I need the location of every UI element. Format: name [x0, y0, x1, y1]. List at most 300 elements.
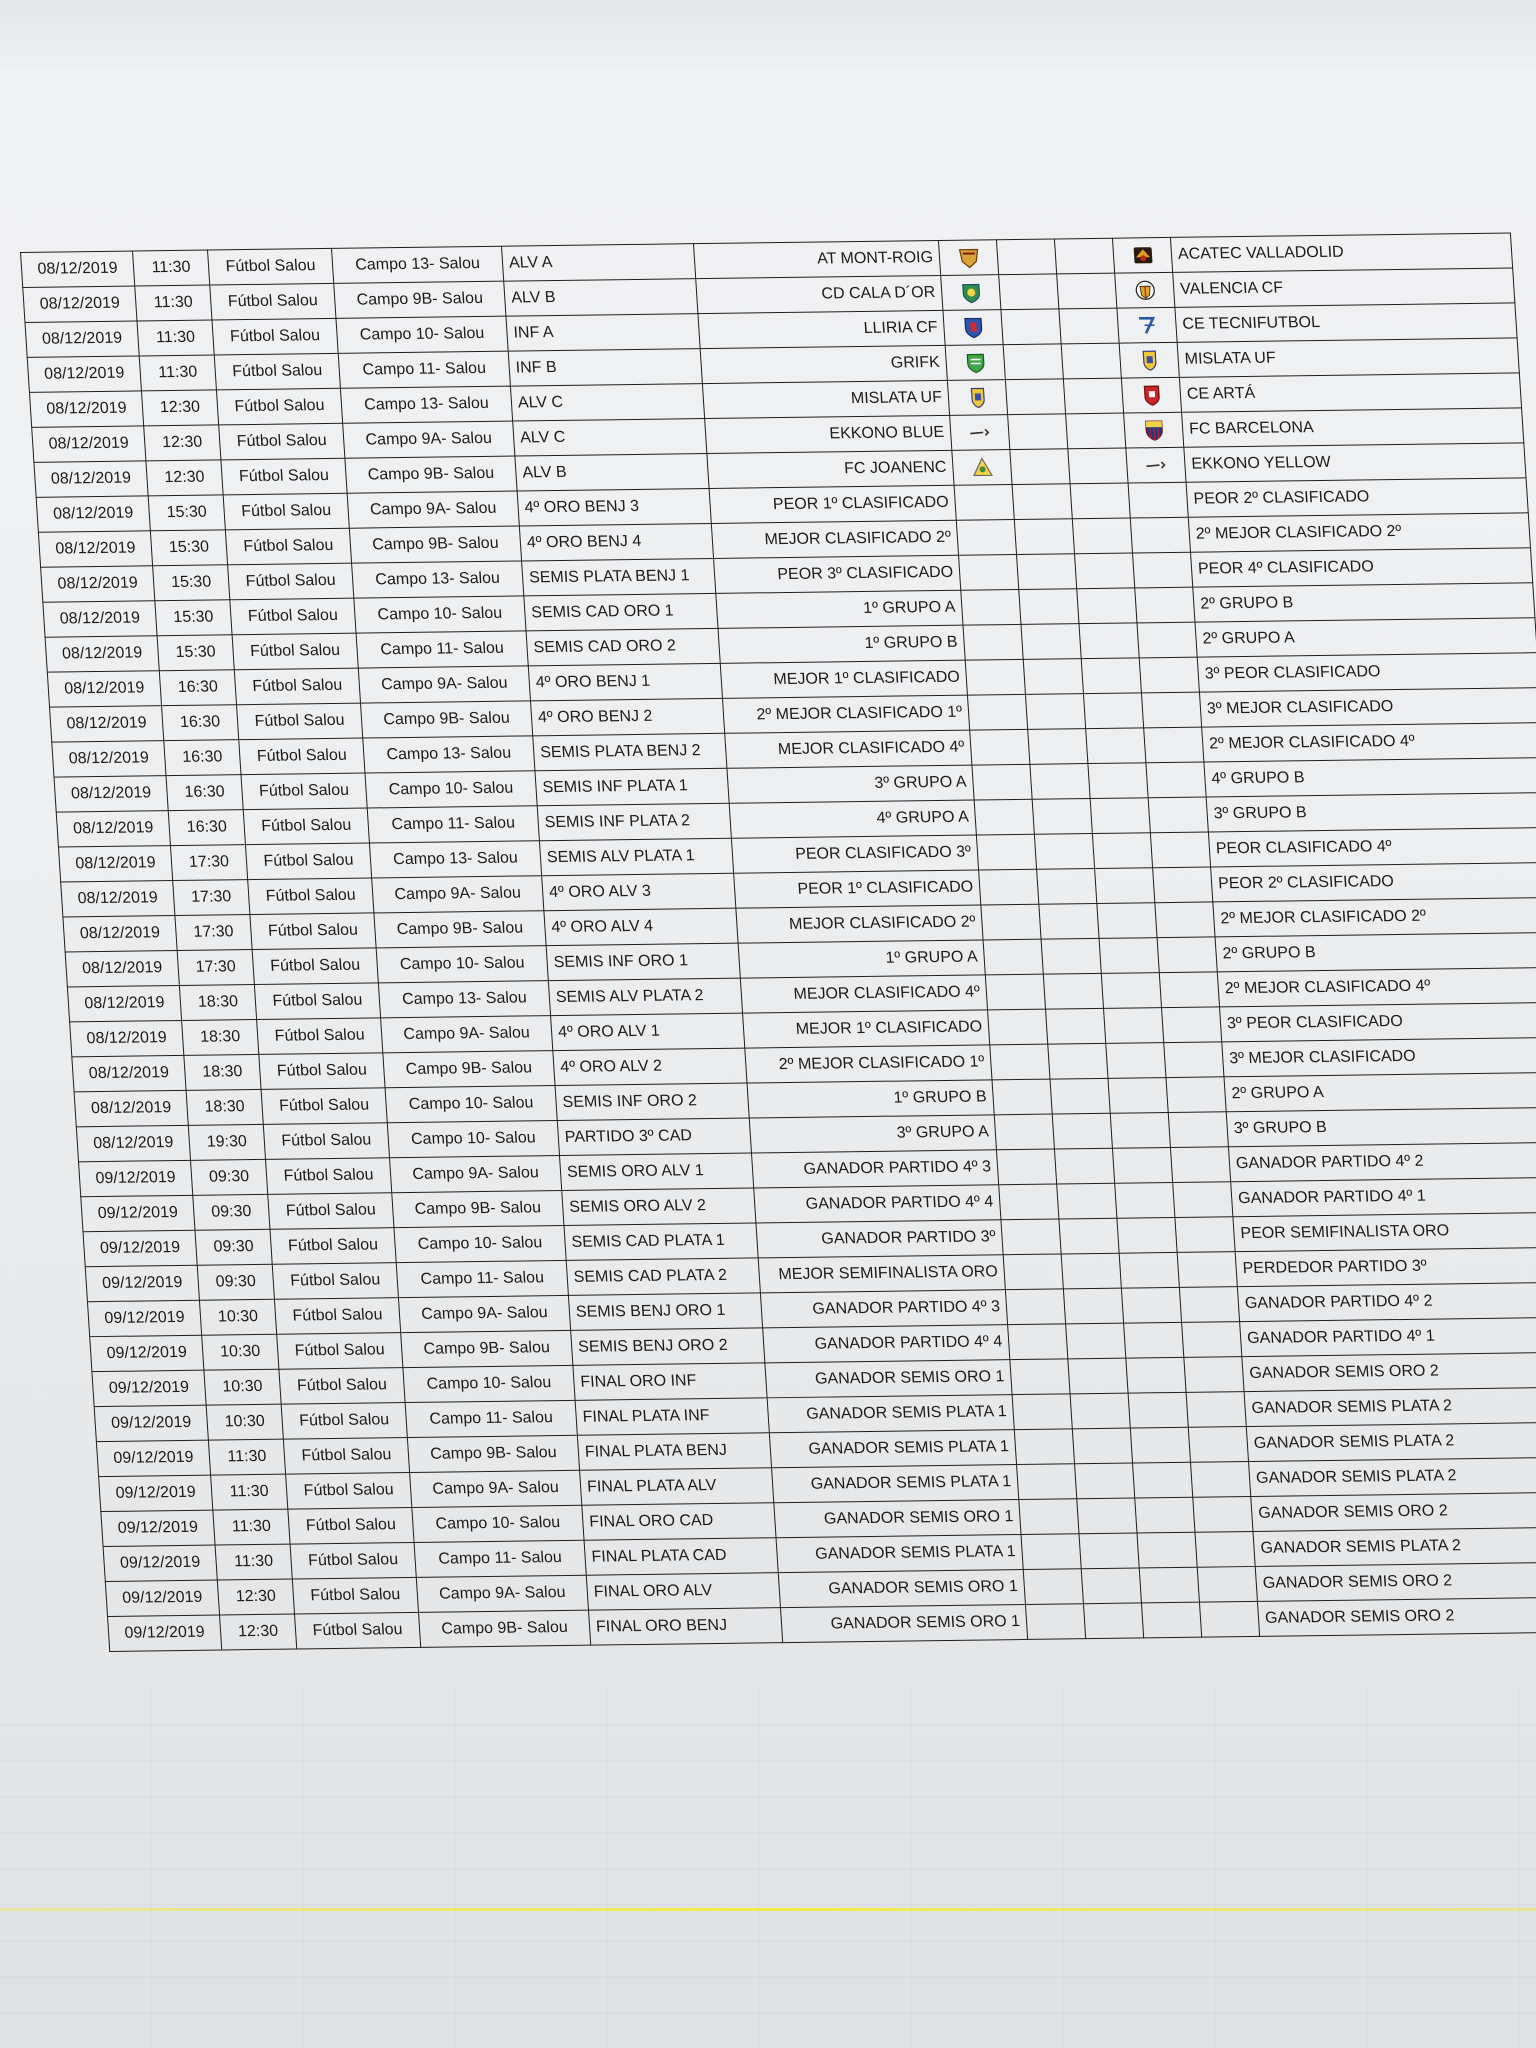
away-team: ACATEC VALLADOLID	[1170, 233, 1512, 272]
score-away-cell	[1079, 623, 1139, 659]
match-venue: Fútbol Salou	[210, 283, 336, 320]
match-field: Campo 9B- Salou	[407, 1435, 579, 1472]
home-logo-cell	[965, 659, 1025, 695]
away-team: FC BARCELONA	[1182, 408, 1524, 447]
match-field: Campo 9A- Salou	[416, 1575, 588, 1612]
away-team: GANADOR SEMIS ORO 2	[1251, 1492, 1536, 1531]
match-category: SEMIS INF ORO 2	[555, 1083, 749, 1120]
match-venue: Fútbol Salou	[214, 353, 340, 390]
score-away-cell	[1135, 1497, 1195, 1533]
match-category: 4º ORO BENJ 3	[517, 489, 711, 526]
match-time: 16:30	[159, 670, 236, 706]
match-venue: Fútbol Salou	[250, 913, 376, 950]
away-logo-cell	[1199, 1601, 1259, 1637]
match-venue: Fútbol Salou	[281, 1403, 407, 1440]
match-category: 4º ORO ALV 1	[551, 1013, 745, 1050]
home-team: MISLATA UF	[702, 380, 949, 418]
score-home-cell	[1001, 309, 1061, 345]
away-team: 3º GRUPO B	[1206, 793, 1536, 832]
paper-top-edge	[0, 0, 1536, 70]
home-team: 3º GRUPO A	[749, 1115, 996, 1153]
home-team: MEJOR CLASIFICADO 4º	[725, 730, 972, 768]
score-home-cell	[1014, 519, 1074, 555]
match-time: 18:30	[186, 1089, 263, 1125]
match-field: Campo 13- Salou	[332, 246, 504, 283]
match-date: 08/12/2019	[41, 566, 155, 602]
match-date: 08/12/2019	[65, 951, 179, 987]
match-venue: Fútbol Salou	[277, 1333, 403, 1370]
home-team: GANADOR PARTIDO 4º 3	[751, 1150, 998, 1188]
away-logo-cell	[1130, 517, 1190, 553]
score-home-cell	[1032, 799, 1092, 835]
home-team: PEOR 3º CLASIFICADO	[714, 555, 961, 593]
score-home-cell	[1057, 1183, 1117, 1219]
away-logo-cell	[1159, 972, 1219, 1008]
match-field: Campo 10- Salou	[394, 1225, 566, 1262]
match-category: FINAL ORO CAD	[582, 1503, 776, 1540]
home-logo-cell	[988, 1009, 1048, 1045]
away-logo-cell	[1170, 1147, 1230, 1183]
away-team: MISLATA UF	[1177, 338, 1519, 377]
match-field: Campo 10- Salou	[403, 1365, 575, 1402]
home-team: GRIFK	[700, 345, 947, 383]
bleed-through-grid	[0, 1690, 1536, 2048]
score-home-cell	[1037, 868, 1097, 904]
match-field: Campo 9A- Salou	[358, 666, 530, 703]
match-field: Campo 9B- Salou	[345, 456, 517, 493]
away-team: GANADOR SEMIS ORO 2	[1242, 1352, 1536, 1391]
match-field: Campo 10- Salou	[365, 771, 537, 808]
away-logo-cell	[1184, 1357, 1244, 1393]
match-date: 08/12/2019	[47, 671, 161, 707]
home-team: GANADOR SEMIS ORO 1	[778, 1569, 1025, 1607]
match-date: 08/12/2019	[70, 1020, 184, 1056]
match-category: SEMIS INF PLATA 2	[537, 803, 731, 840]
away-team: GANADOR SEMIS PLATA 2	[1244, 1387, 1536, 1426]
away-team: 3º GRUPO B	[1226, 1107, 1536, 1146]
away-logo-cell	[1112, 237, 1172, 273]
match-field: Campo 9B- Salou	[361, 701, 533, 738]
home-team: MEJOR CLASIFICADO 4º	[740, 975, 987, 1013]
home-logo-cell	[996, 1149, 1056, 1185]
match-date: 08/12/2019	[29, 391, 143, 427]
match-category: SEMIS ALV PLATA 2	[548, 978, 742, 1015]
match-time: 15:30	[155, 600, 232, 636]
match-time: 11:30	[133, 250, 210, 286]
home-team: GANADOR SEMIS ORO 1	[765, 1360, 1012, 1398]
match-date: 09/12/2019	[79, 1160, 193, 1196]
score-away-cell	[1083, 693, 1143, 729]
match-venue: Fútbol Salou	[243, 808, 369, 845]
match-time: 15:30	[153, 565, 230, 601]
away-logo-cell	[1173, 1182, 1233, 1218]
away-logo-cell	[1186, 1392, 1246, 1428]
match-date: 09/12/2019	[90, 1335, 204, 1371]
home-logo-cell	[1021, 1534, 1081, 1570]
score-away-cell	[1117, 1217, 1177, 1253]
away-logo-cell	[1197, 1566, 1257, 1602]
match-venue: Fútbol Salou	[292, 1577, 418, 1614]
match-time: 17:30	[177, 950, 254, 986]
match-category: SEMIS CAD ORO 2	[526, 628, 720, 665]
match-field: Campo 9A- Salou	[390, 1156, 562, 1193]
away-team: PERDEDOR PARTIDO 3º	[1235, 1247, 1536, 1286]
score-away-cell	[1086, 728, 1146, 764]
score-home-cell	[1039, 903, 1099, 939]
away-team: CE ARTÁ	[1179, 373, 1521, 412]
match-category: SEMIS INF ORO 1	[546, 943, 740, 980]
match-date: 09/12/2019	[103, 1545, 217, 1581]
match-category: ALV C	[513, 419, 707, 456]
match-category: 4º ORO ALV 2	[553, 1048, 747, 1085]
home-team: 1º GRUPO A	[716, 590, 963, 628]
away-logo-cell	[1191, 1462, 1251, 1498]
away-logo-cell	[1168, 1112, 1228, 1148]
score-away-cell	[1099, 938, 1159, 974]
score-home-cell	[1054, 1148, 1114, 1184]
home-logo-cell	[972, 764, 1032, 800]
home-team: 4º GRUPO A	[729, 800, 976, 838]
match-category: 4º ORO ALV 4	[544, 908, 738, 945]
score-away-cell	[1057, 273, 1117, 309]
ce-tecnifutbol-logo-icon	[1134, 313, 1160, 337]
away-team: GANADOR PARTIDO 4º 2	[1228, 1142, 1536, 1181]
printed-schedule-sheet	[20, 232, 1536, 1651]
home-logo-cell	[985, 974, 1045, 1010]
home-logo-cell	[983, 939, 1043, 975]
away-team: 2º GRUPO A	[1224, 1072, 1536, 1111]
away-team: 3º MEJOR CLASIFICADO	[1222, 1037, 1536, 1076]
score-home-cell	[1052, 1113, 1112, 1149]
home-logo-cell	[974, 799, 1034, 835]
match-venue: Fútbol Salou	[274, 1298, 400, 1335]
match-field: Campo 10- Salou	[354, 596, 526, 633]
match-venue: Fútbol Salou	[212, 318, 338, 355]
score-home-cell	[1021, 624, 1081, 660]
score-home-cell	[1072, 1428, 1132, 1464]
match-field: Campo 10- Salou	[376, 946, 548, 983]
away-logo-cell	[1193, 1496, 1253, 1532]
home-team: GANADOR PARTIDO 4º 4	[763, 1325, 1010, 1363]
match-date: 08/12/2019	[36, 496, 150, 532]
home-logo-cell	[941, 275, 1001, 311]
match-time: 17:30	[175, 915, 252, 951]
away-team: 2º MEJOR CLASIFICADO 4º	[1202, 723, 1536, 762]
score-away-cell	[1139, 1567, 1199, 1603]
match-venue: Fútbol Salou	[248, 878, 374, 915]
match-date: 08/12/2019	[21, 251, 135, 287]
score-away-cell	[1108, 1078, 1168, 1114]
home-team: PEOR 1º CLASIFICADO	[734, 870, 981, 908]
away-logo-cell	[1177, 1252, 1237, 1288]
match-field: Campo 9B- Salou	[334, 281, 506, 318]
score-away-cell	[1066, 413, 1126, 449]
score-home-cell	[1008, 414, 1068, 450]
away-team: 2º MEJOR CLASIFICADO 4º	[1217, 967, 1536, 1006]
away-logo-cell	[1137, 622, 1197, 658]
away-logo-cell	[1182, 1322, 1242, 1358]
score-away-cell	[1095, 868, 1155, 904]
home-logo-cell	[1023, 1569, 1083, 1605]
match-time: 12:30	[220, 1614, 297, 1650]
score-home-cell	[1061, 1253, 1121, 1289]
home-team: GANADOR PARTIDO 4º 4	[754, 1185, 1001, 1223]
score-away-cell	[1126, 1357, 1186, 1393]
match-time: 15:30	[148, 495, 225, 531]
score-away-cell	[1072, 518, 1132, 554]
score-away-cell	[1063, 378, 1123, 414]
match-time: 18:30	[179, 984, 256, 1020]
highlighter-mark	[0, 1908, 1536, 1911]
home-team: FC JOANENC	[707, 450, 954, 488]
home-logo-cell	[1001, 1219, 1061, 1255]
away-logo-cell	[1124, 412, 1184, 448]
match-venue: Fútbol Salou	[221, 458, 347, 495]
score-home-cell	[1041, 938, 1101, 974]
match-field: Campo 10- Salou	[387, 1121, 559, 1158]
match-field: Campo 9B- Salou	[401, 1330, 573, 1367]
match-date: 08/12/2019	[43, 601, 157, 637]
match-category: SEMIS CAD ORO 1	[524, 593, 718, 630]
match-time: 16:30	[164, 740, 241, 776]
match-field: Campo 13- Salou	[369, 841, 541, 878]
match-date: 09/12/2019	[105, 1580, 219, 1616]
match-time: 11:30	[139, 355, 216, 391]
match-category: ALV B	[504, 279, 698, 316]
match-category: 4º ORO BENJ 1	[528, 663, 722, 700]
score-home-cell	[999, 274, 1059, 310]
match-category: SEMIS ORO ALV 2	[562, 1188, 756, 1225]
away-team: 3º PEOR CLASIFICADO	[1220, 1002, 1536, 1041]
score-away-cell	[1077, 588, 1137, 624]
away-team: GANADOR PARTIDO 4º 2	[1237, 1282, 1536, 1321]
home-team: GANADOR SEMIS PLATA 1	[772, 1465, 1019, 1503]
away-logo-cell	[1139, 657, 1199, 693]
match-field: Campo 9A- Salou	[372, 876, 544, 913]
match-time: 09:30	[195, 1229, 272, 1265]
away-team: PEOR 2º CLASIFICADO	[1186, 478, 1528, 517]
away-team: 2º MEJOR CLASIFICADO 2º	[1188, 513, 1530, 552]
match-venue: Fútbol Salou	[230, 598, 356, 635]
match-category: FINAL PLATA ALV	[580, 1468, 774, 1505]
match-date: 08/12/2019	[63, 916, 177, 952]
match-time: 19:30	[188, 1124, 265, 1160]
score-home-cell	[1046, 1008, 1106, 1044]
home-logo-cell	[952, 450, 1012, 486]
match-venue: Fútbol Salou	[257, 1018, 383, 1055]
match-venue: Fútbol Salou	[237, 703, 363, 740]
home-team: MEJOR SEMIFINALISTA ORO	[758, 1255, 1005, 1293]
match-venue: Fútbol Salou	[263, 1123, 389, 1160]
match-time: 11:30	[135, 285, 212, 321]
score-home-cell	[1043, 973, 1103, 1009]
home-logo-cell	[992, 1079, 1052, 1115]
away-team: 2º GRUPO B	[1193, 583, 1535, 622]
lliria-cf-crest-icon	[960, 315, 986, 339]
home-logo-cell	[1019, 1499, 1079, 1535]
away-team: EKKONO YELLOW	[1184, 443, 1526, 482]
match-field: Campo 11- Salou	[367, 806, 539, 843]
match-field: Campo 11- Salou	[338, 351, 510, 388]
away-team: 2º MEJOR CLASIFICADO 2º	[1213, 897, 1536, 936]
home-logo-cell	[963, 624, 1023, 660]
home-logo-cell	[994, 1114, 1054, 1150]
score-away-cell	[1106, 1043, 1166, 1079]
away-team: GANADOR SEMIS PLATA 2	[1253, 1527, 1536, 1566]
match-date: 08/12/2019	[45, 636, 159, 672]
away-team: GANADOR PARTIDO 4º 1	[1240, 1317, 1536, 1356]
match-category: SEMIS CAD PLATA 2	[566, 1258, 760, 1295]
match-venue: Fútbol Salou	[241, 773, 367, 810]
schedule-body	[21, 233, 1536, 1651]
match-field: Campo 10- Salou	[385, 1086, 557, 1123]
match-category: PARTIDO 3º CAD	[557, 1118, 751, 1155]
score-home-cell	[1028, 729, 1088, 765]
match-venue: Fútbol Salou	[286, 1473, 412, 1510]
match-category: FINAL ORO BENJ	[588, 1608, 782, 1645]
match-venue: Fútbol Salou	[232, 633, 358, 670]
score-home-cell	[1063, 1288, 1123, 1324]
away-logo-cell	[1126, 447, 1186, 483]
home-team: GANADOR SEMIS PLATA 1	[776, 1535, 1023, 1573]
away-logo-cell	[1146, 762, 1206, 798]
match-category: SEMIS CAD PLATA 1	[564, 1223, 758, 1260]
home-team: MEJOR CLASIFICADO 2º	[736, 905, 983, 943]
match-field: Campo 11- Salou	[396, 1260, 568, 1297]
away-logo-cell	[1166, 1077, 1226, 1113]
match-category: 4º ORO ALV 3	[542, 873, 736, 910]
score-away-cell	[1061, 343, 1121, 379]
away-team: PEOR 2º CLASIFICADO	[1211, 863, 1536, 902]
home-team: GANADOR PARTIDO 4º 3	[760, 1290, 1007, 1328]
home-logo-cell	[990, 1044, 1050, 1080]
match-category: SEMIS ALV PLATA 1	[539, 838, 733, 875]
match-venue: Fútbol Salou	[219, 423, 345, 460]
home-team: PEOR CLASIFICADO 3º	[731, 835, 978, 873]
match-field: Campo 9B- Salou	[374, 911, 546, 948]
home-logo-cell	[1010, 1359, 1070, 1395]
away-logo-cell	[1121, 377, 1181, 413]
score-home-cell	[1079, 1533, 1139, 1569]
match-field: Campo 9B- Salou	[349, 526, 521, 563]
away-team: CE TECNIFUTBOL	[1175, 303, 1517, 342]
match-category: ALV A	[501, 244, 695, 281]
match-time: 16:30	[168, 810, 245, 846]
match-time: 17:30	[173, 880, 250, 916]
match-category: INF B	[508, 349, 702, 386]
match-field: Campo 9A- Salou	[343, 421, 515, 458]
home-logo-cell	[970, 729, 1030, 765]
score-away-cell	[1137, 1532, 1197, 1568]
match-date: 08/12/2019	[74, 1090, 188, 1126]
away-team: GANADOR PARTIDO 4º 1	[1231, 1177, 1536, 1216]
grifk-crest-icon	[962, 350, 988, 374]
match-category: SEMIS BENJ ORO 2	[571, 1328, 765, 1365]
score-away-cell	[1070, 483, 1130, 519]
match-venue: Fútbol Salou	[259, 1053, 385, 1090]
home-logo-cell	[1008, 1324, 1068, 1360]
match-date: 08/12/2019	[32, 426, 146, 462]
match-venue: Fútbol Salou	[268, 1193, 394, 1230]
score-home-cell	[1066, 1323, 1126, 1359]
match-venue: Fútbol Salou	[208, 248, 334, 285]
score-away-cell	[1121, 1287, 1181, 1323]
match-time: 10:30	[204, 1369, 281, 1405]
match-venue: Fútbol Salou	[283, 1438, 409, 1475]
home-team: EKKONO BLUE	[705, 415, 952, 453]
match-venue: Fútbol Salou	[272, 1263, 398, 1300]
match-category: ALV B	[515, 454, 709, 491]
away-logo-cell	[1157, 937, 1217, 973]
match-category: 4º ORO BENJ 2	[530, 698, 724, 735]
match-date: 08/12/2019	[58, 846, 172, 882]
score-home-cell	[1017, 554, 1077, 590]
away-team: 4º GRUPO B	[1204, 758, 1536, 797]
home-team: 1º GRUPO B	[718, 625, 965, 663]
score-home-cell	[1005, 379, 1065, 415]
match-field: Campo 13- Salou	[352, 561, 524, 598]
home-logo-cell	[976, 834, 1036, 870]
match-date: 08/12/2019	[56, 811, 170, 847]
home-team: 2º MEJOR CLASIFICADO 1º	[745, 1045, 992, 1083]
match-field: Campo 11- Salou	[356, 631, 528, 668]
match-time: 18:30	[182, 1019, 259, 1055]
score-home-cell	[1010, 449, 1070, 485]
away-team: PEOR SEMIFINALISTA ORO	[1233, 1212, 1536, 1251]
match-category: ALV C	[510, 384, 704, 421]
score-home-cell	[1003, 344, 1063, 380]
score-home-cell	[1048, 1043, 1108, 1079]
match-venue: Fútbol Salou	[254, 983, 380, 1020]
score-home-cell	[1081, 1568, 1141, 1604]
match-field: Campo 9A- Salou	[347, 491, 519, 528]
home-team: AT MONT-ROIG	[693, 240, 940, 278]
cd-cala-dor-crest-icon	[958, 280, 984, 304]
score-home-cell	[1025, 694, 1085, 730]
home-team: 2º MEJOR CLASIFICADO 1º	[722, 695, 969, 733]
home-team: MEJOR 1º CLASIFICADO	[743, 1010, 990, 1048]
home-team: LLIRIA CF	[698, 310, 945, 348]
home-logo-cell	[1017, 1464, 1077, 1500]
away-logo-cell	[1128, 482, 1188, 518]
match-time: 10:30	[206, 1404, 283, 1440]
match-venue: Fútbol Salou	[228, 563, 354, 600]
match-venue: Fútbol Salou	[234, 668, 360, 705]
match-venue: Fútbol Salou	[223, 493, 349, 530]
away-team: GANADOR SEMIS ORO 2	[1257, 1597, 1536, 1636]
match-date: 09/12/2019	[101, 1510, 215, 1546]
match-venue: Fútbol Salou	[225, 528, 351, 565]
score-away-cell	[1097, 903, 1157, 939]
valencia-cf-crest-icon	[1132, 278, 1158, 302]
away-logo-cell	[1119, 342, 1179, 378]
match-field: Campo 9A- Salou	[398, 1295, 570, 1332]
score-away-cell	[1141, 1602, 1201, 1638]
match-date: 08/12/2019	[34, 461, 148, 497]
score-home-cell	[1070, 1393, 1130, 1429]
score-home-cell	[1034, 834, 1094, 870]
fc-joanenc-crest-icon	[969, 455, 995, 479]
home-logo-cell	[1012, 1394, 1072, 1430]
match-venue: Fútbol Salou	[261, 1088, 387, 1125]
match-venue: Fútbol Salou	[252, 948, 378, 985]
match-date: 08/12/2019	[50, 706, 164, 742]
score-home-cell	[1077, 1498, 1137, 1534]
home-team: GANADOR SEMIS PLATA 1	[769, 1430, 1016, 1468]
score-away-cell	[1081, 658, 1141, 694]
away-logo-cell	[1141, 692, 1201, 728]
ekkono-logo-icon	[967, 420, 993, 444]
